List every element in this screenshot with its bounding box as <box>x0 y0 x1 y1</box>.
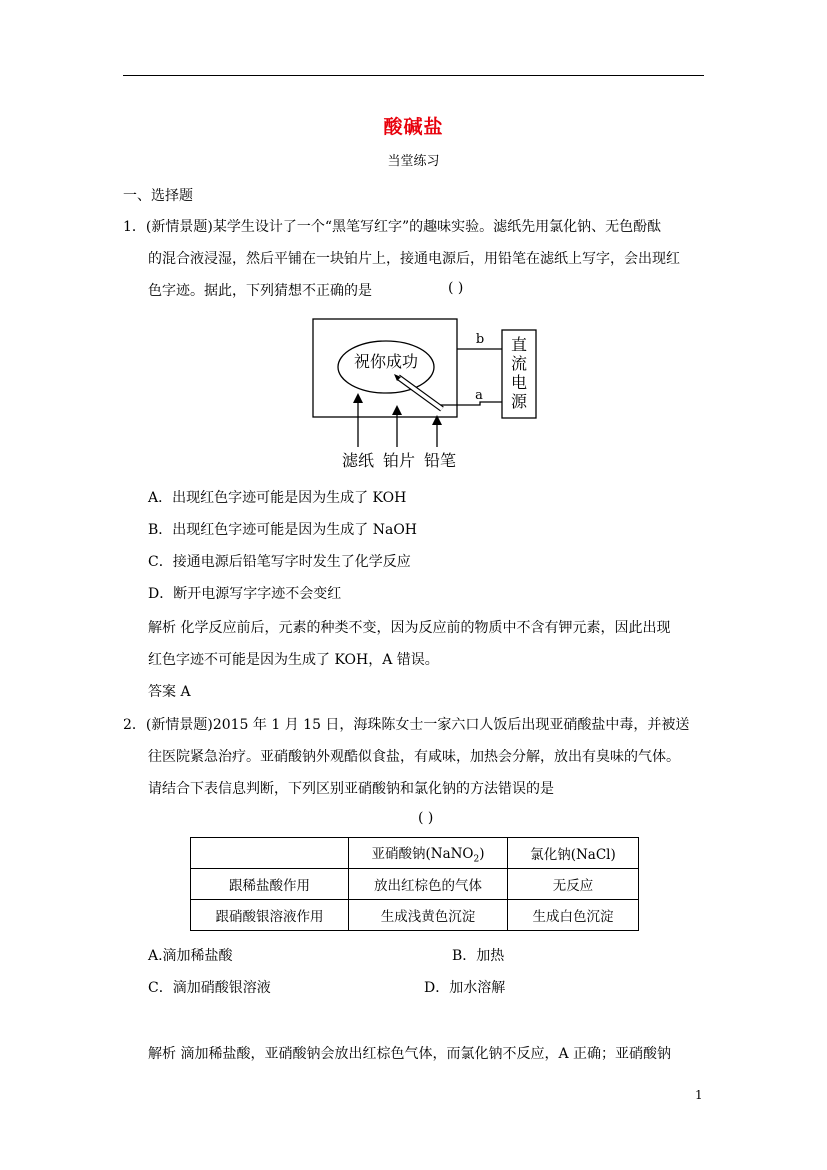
header-rule <box>123 75 704 76</box>
q2-answer-blank: ( ) <box>418 810 434 826</box>
table-cell: 跟稀盐酸作用 <box>191 869 349 900</box>
label-pencil: 铅笔 <box>423 451 457 470</box>
q1-option-d: D．断开电源写字字迹不会变红 <box>148 586 342 602</box>
label-b: b <box>475 332 485 347</box>
q2-option-b: B．加热 <box>452 948 505 964</box>
table-cell: 跟硝酸银溶液作用 <box>191 900 349 931</box>
q1-option-b: B．出现红色字迹可能是因为生成了 NaOH <box>148 522 418 538</box>
q1-option-c: C．接通电源后铅笔写字时发生了化学反应 <box>148 554 411 570</box>
table-cell: 生成浅黄色沉淀 <box>349 900 508 931</box>
table-row <box>191 900 639 931</box>
q1-answer: 答案 A <box>148 684 191 700</box>
comparison-table <box>190 837 639 931</box>
q2-analysis: 解析 滴加稀盐酸，亚硝酸钠会放出红棕色气体，而氯化钠不反应，A 正确；亚硝酸钠 <box>148 1046 672 1062</box>
table-row <box>191 869 639 900</box>
table-cell: 生成白色沉淀 <box>508 900 639 931</box>
table-header-nacl: 氯化钠(NaCl) <box>508 838 639 869</box>
page-number: 1 <box>695 1088 703 1102</box>
q2-option-a: A.滴加稀盐酸 <box>148 948 233 964</box>
q1-analysis-line2: 红色字迹不可能是因为生成了 KOH，A 错误。 <box>148 652 439 668</box>
q1-stem-line3: 色字迹。据此，下列猜想不正确的是 <box>148 283 372 299</box>
q2-stem-line2: 往医院紧急治疗。亚硝酸钠外观酷似食盐，有咸味，加热会分解，放出有臭味的气体。 <box>148 749 680 765</box>
table-header-nano2: 亚硝酸钠(NaNO$_2$) <box>349 838 508 869</box>
q1-option-a: A．出现红色字迹可能是因为生成了 KOH <box>148 490 407 506</box>
q2-option-c: C．滴加硝酸银溶液 <box>148 980 271 996</box>
section-heading: 一、选择题 <box>123 188 193 204</box>
power-char-4: 源 <box>510 392 528 411</box>
table-cell: 放出红棕色的气体 <box>349 869 508 900</box>
q1-stem-line2: 的混合液浸湿，然后平铺在一块铂片上，接通电源后，用铅笔在滤纸上写字，会出现红 <box>148 251 680 267</box>
power-char-1: 直 <box>510 335 528 354</box>
page-title: 酸碱盐 <box>383 116 444 138</box>
table-corner-cell <box>191 838 349 869</box>
label-platinum: 铂片 <box>382 451 416 470</box>
power-char-3: 电 <box>510 373 528 392</box>
table-cell: 无反应 <box>508 869 639 900</box>
electrolysis-diagram <box>300 305 540 477</box>
q1-answer-blank: ( ) <box>448 280 464 296</box>
label-filter-paper: 滤纸 <box>341 451 375 470</box>
q2-stem-line1: 2．(新情景题)2015 年 1 月 15 日，海珠陈女士一家六口人饭后出现亚硝酸盐中毒，并被送 <box>123 717 690 733</box>
q1-stem-line1: 1．(新情景题)某学生设计了一个“黑笔写红字”的趣味实验。滤纸先用氯化钠、无色酚酞 <box>123 219 662 235</box>
q1-analysis-line1: 解析 化学反应前后，元素的种类不变，因为反应前的物质中不含有钾元素，因此出现 <box>148 620 671 636</box>
q2-option-d: D．加水溶解 <box>424 980 506 996</box>
page-subtitle: 当堂练习 <box>387 154 440 169</box>
power-char-2: 流 <box>510 354 528 373</box>
q2-stem-line3: 请结合下表信息判断，下列区别亚硝酸钠和氯化钠的方法错误的是 <box>148 781 554 797</box>
oval-text: 祝你成功 <box>353 352 419 371</box>
label-a: a <box>475 388 483 403</box>
wire-a <box>440 402 502 405</box>
table-header-row <box>191 838 639 869</box>
